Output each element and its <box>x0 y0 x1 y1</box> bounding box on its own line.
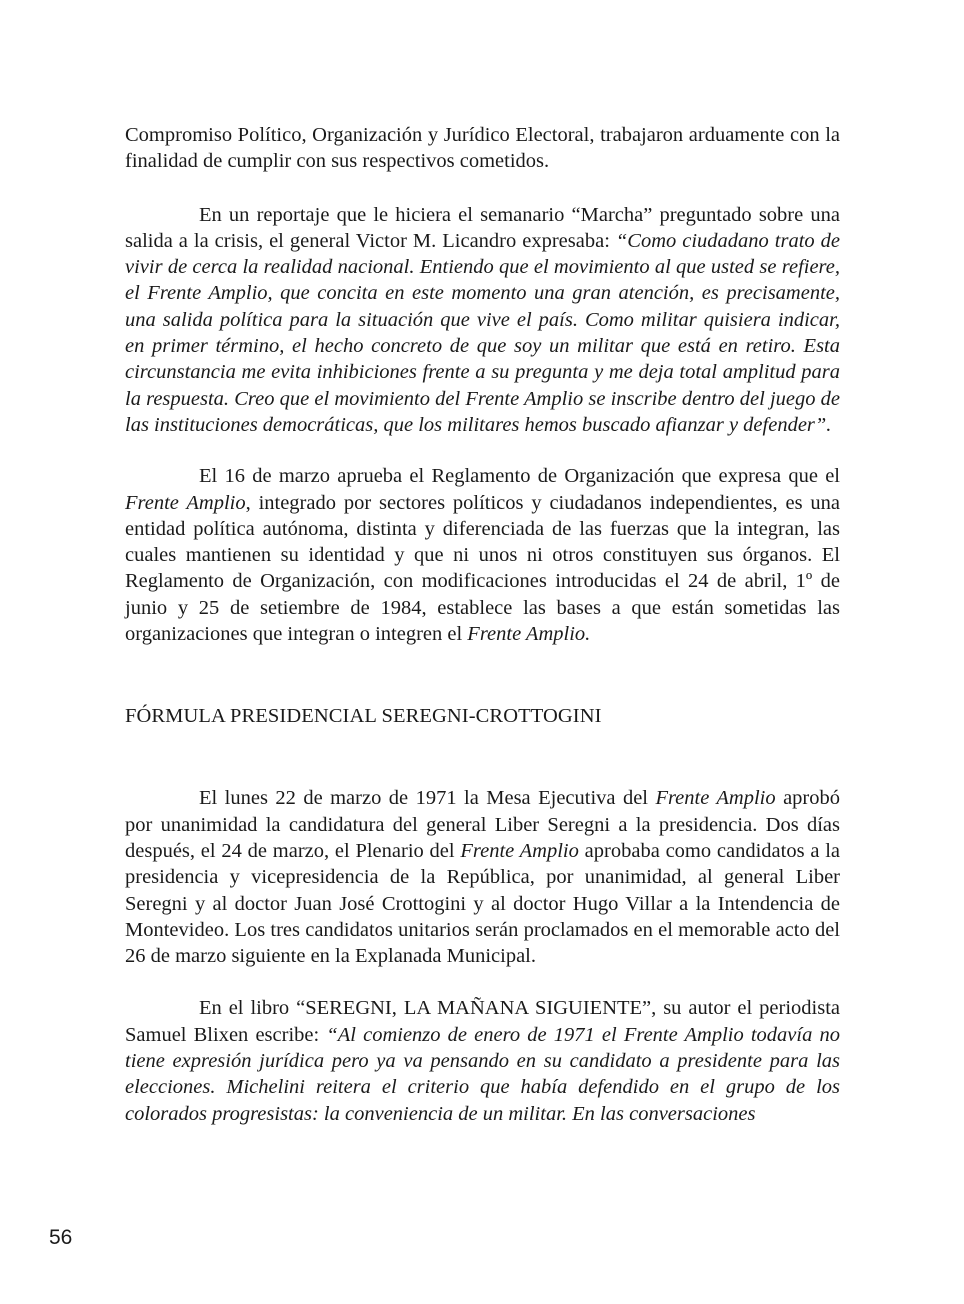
paragraph-licandro-quote <box>125 202 840 439</box>
italic-text: “Al comienzo de enero de 1971 el Frente Amplio todavía no tiene expresión jurídica pero ya va pensando en su candidato a presidente para las elecciones. Michelini reitera el criterio que había defendido en el grupo de los colorados progresistas: la conveniencia de un militar. En las conversaciones <box>125 1023 840 1125</box>
body-text: aprobaba como candidatos a la presidencia y vicepresidencia de la República, por unanimidad, al general Liber Seregni y al doctor Juan José Crottogini y al doctor Hugo Villar a la Intendencia de Montevideo. Los tres candidatos unitarios serán proclamados en el memorable acto del 26 de marzo siguiente en la Explanada Municipal. <box>125 839 840 968</box>
body-text: En un reportaje que le hiciera el semanario “Marcha” preguntado sobre una salida a la crisis, el general Victor M. Licandro expresaba: <box>125 203 840 252</box>
page-body <box>125 122 840 1127</box>
body-text: En el libro “SEREGNI, LA MAÑANA SIGUIENTE”, su autor el periodista Samuel Blixen escribe: <box>125 997 840 1046</box>
paragraph-intro <box>125 122 840 175</box>
body-text: , integrado por sectores políticos y ciudadanos independientes, es una entidad política autónoma, distinta y diferenciada de las fuerzas que la integran, las cuales mantienen su identidad y que ni unos ni otros constituyen sus órganos. El Reglamento de Organización, con modificaciones introducidas el 24 de abril, 1º de junio y 25 de setiembre de 1984, establece las bases a que están sometidas las organizaciones que integran o integren el <box>125 491 841 646</box>
section-heading: FÓRMULA PRESIDENCIAL SEREGNI-CROTTOGINI <box>125 705 602 728</box>
italic-text: Frente Amplio. <box>467 623 591 646</box>
italic-text: Frente Amplio <box>125 491 246 514</box>
paragraph-blixen-quote <box>125 995 840 1126</box>
paragraph-candidatura <box>125 785 840 969</box>
body-text: El 16 de marzo aprueba el Reglamento de Organización que expresa que el <box>199 465 840 488</box>
body-text: aprobó por unanimidad la candidatura del general Liber Seregni a la presidencia. Dos días después, el 24 de marzo, el Plenario del <box>125 787 840 862</box>
italic-text: Frente Amplio <box>460 839 579 862</box>
body-text: Compromiso Político, Organización y Jurídico Electoral, trabajaron arduamente con la finalidad de cumplir con sus respectivos cometidos. <box>125 124 840 173</box>
page-number: 56 <box>49 1226 73 1249</box>
body-text: El lunes 22 de marzo de 1971 la Mesa Ejecutiva del <box>199 787 656 810</box>
italic-text: “Como ciudadano trato de vivir de cerca la realidad nacional. Entiendo que el movimiento al que usted se refiere, el Frente Amplio, que concita en este momento una gran atención, es precisamente, una salida política para la situación que vive el país. Como militar quisiera indicar, en primer término, el hecho concreto de que soy un militar que está en retiro. Esta circunstancia me evita inhibiciones frente a su pregunta y me deja total amplitud para la respuesta. Creo que el movimiento del Frente Amplio se inscribe dentro del juego de las instituciones democráticas, que los militares hemos buscado afianzar y defender”. <box>125 229 840 436</box>
italic-text: Frente Amplio <box>655 787 776 810</box>
paragraph-reglamento <box>125 463 840 647</box>
